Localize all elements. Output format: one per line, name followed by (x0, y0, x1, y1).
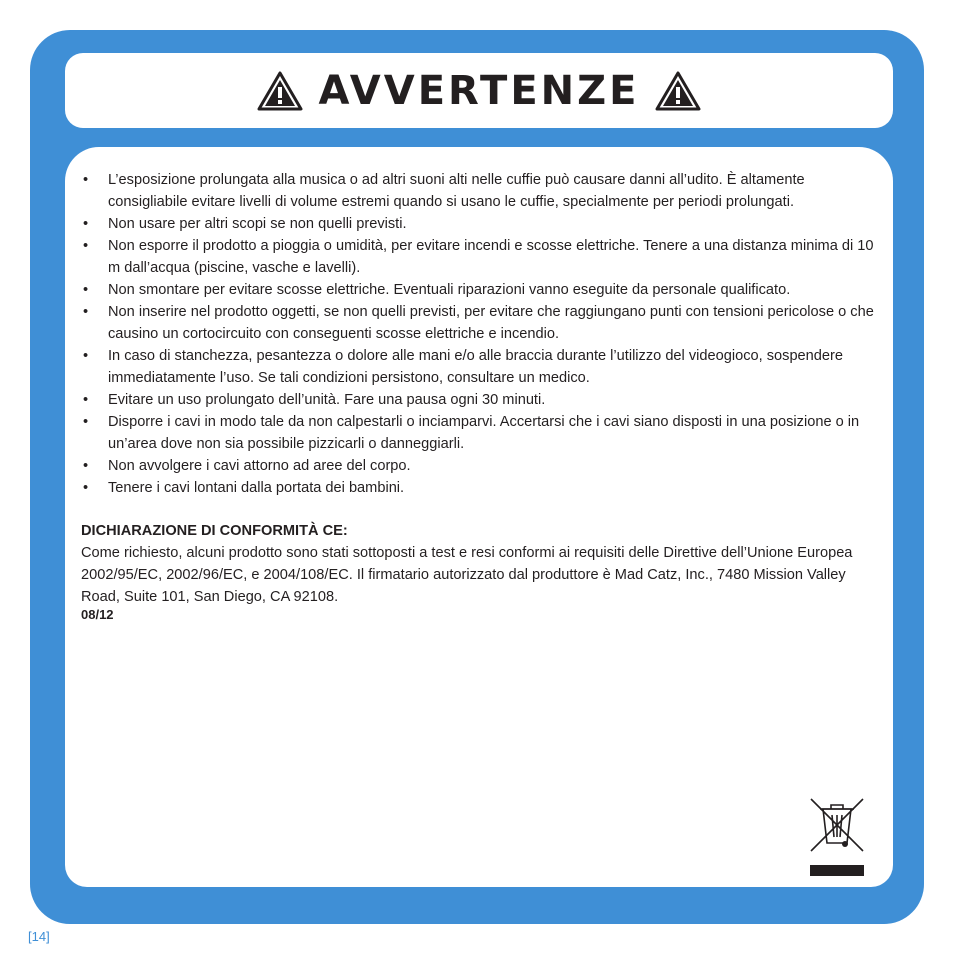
warning-item: • Non esporre il prodotto a pioggia o umidità, per evitare incendi e scosse elettriche. Tenere a una distanza minima di 10 m dall’acqua (piscine, vasche e lavelli). (81, 235, 881, 279)
header-banner (65, 53, 893, 128)
text-area (81, 169, 881, 622)
warning-item: • L’esposizione prolungata alla musica o ad altri suoni alti nelle cuffie può causare danni all’udito. È altamente consigliabile evitare livelli di volume estremi quando si usano le cuffie, specialmente per periodi prolungati. (81, 169, 881, 213)
page-title: AVVERTENZE (318, 67, 640, 114)
declaration-title: DICHIARAZIONE DI CONFORMITÀ CE: (81, 523, 348, 539)
warning-item: • Disporre i cavi in modo tale da non calpestarli o inciamparvi. Accertarsi che i cavi siano disposti in una posizione o in un’area dove non sia possibile pizzicarli o danneggiarli. (81, 411, 881, 455)
warning-item: • Tenere i cavi lontani dalla portata dei bambini. (81, 477, 881, 499)
warning-item: • Evitare un uso prolungato dell’unità. Fare una pausa ogni 30 minuti. (81, 389, 881, 411)
content-panel (65, 147, 893, 887)
warning-item: • Non usare per altri scopi se non quelli previsti. (81, 213, 881, 235)
warning-triangle-icon (257, 71, 303, 111)
page-number: [14] (28, 929, 50, 944)
declaration-body: Come richiesto, alcuni prodotto sono stati sottoposti a test e resi conformi ai requisiti delle Direttive dell’Unione Europea 2002/95/EC, 2002/96/EC, e 2004/108/EC. Il firmatario autorizzato dal produttore è Mad Catz, Inc., 7480 Mission Valley Road, Suite 101, San Diego, CA 92108. (81, 545, 853, 605)
declaration-date: 08/12 (81, 607, 114, 622)
warning-item: • Non smontare per evitare scosse elettriche. Eventuali riparazioni vanno eseguite da personale qualificato. (81, 279, 881, 301)
warning-item: • Non inserire nel prodotto oggetti, se non quelli previsti, per evitare che raggiungano punti con tensioni pericolose o che causino un cortocircuito con conseguenti scosse elettriche e incendio. (81, 301, 881, 345)
warning-item: • Non avvolgere i cavi attorno ad aree del corpo. (81, 455, 881, 477)
crossed-out-wheelie-bin-icon (809, 797, 865, 881)
warning-triangle-icon (655, 71, 701, 111)
warning-list (81, 169, 881, 499)
warning-item: • In caso di stanchezza, pesantezza o dolore alle mani e/o alle braccia durante l’utilizzo del videogioco, sospendere immediatamente l’uso. Se tali condizioni persistono, consultare un medico. (81, 345, 881, 389)
